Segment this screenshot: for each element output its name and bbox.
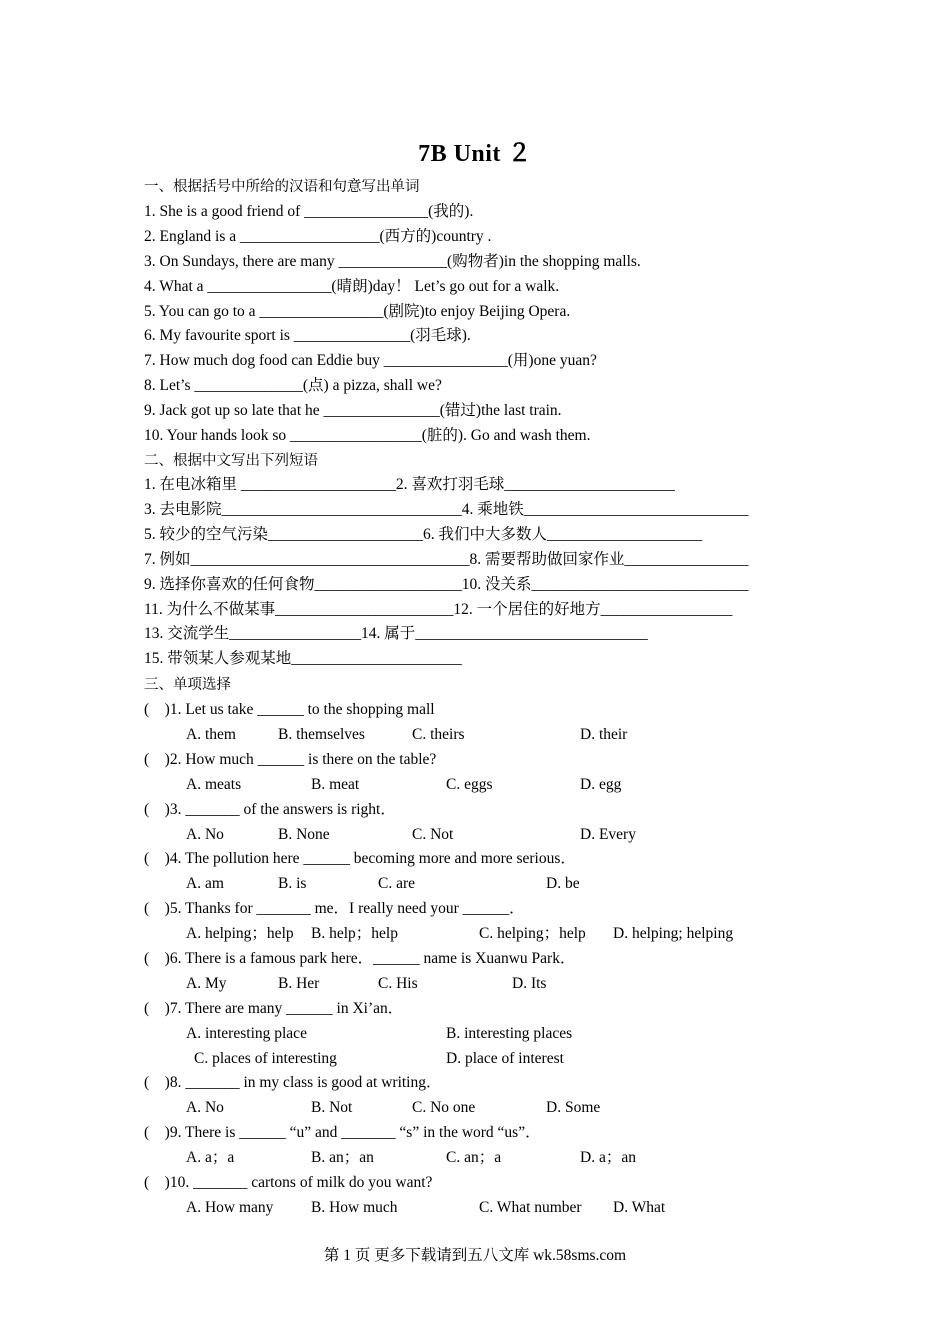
mc-option: A. am <box>186 875 224 892</box>
mc-option: A. No <box>186 1099 224 1116</box>
mc-option: A. helping；help <box>186 925 294 942</box>
mc-question-stem: ( )3. _______ of the answers is right． <box>144 801 396 818</box>
phrase-line: 15. 带领某人参观某地______________________ <box>144 650 462 667</box>
mc-option: C. eggs <box>446 776 493 793</box>
mc-option: D. egg <box>580 776 622 793</box>
mc-option: C. places of interesting <box>194 1050 337 1067</box>
mc-option: B. Her <box>278 975 320 992</box>
mc-question-stem: ( )1. Let us take ______ to the shopping mall <box>144 701 435 718</box>
page-footer: 第 1 页 更多下载请到五八文库 wk.58sms.com <box>323 1247 627 1264</box>
phrase-line: 5. 较少的空气污染____________________6. 我们中大多数人____________________ <box>144 526 703 543</box>
mc-question-stem: ( )4. The pollution here ______ becoming more and more serious． <box>144 850 576 867</box>
mc-option: B. None <box>278 826 330 843</box>
mc-question-stem: ( )9. There is ______ “u” and _______ “s” in the word “us”． <box>144 1124 541 1141</box>
mc-option: D. their <box>580 726 628 743</box>
question-line: 7. How much dog food can Eddie buy ________________(用)one yuan? <box>144 352 597 369</box>
mc-option: B. meat <box>311 776 360 793</box>
phrase-line: 13. 交流学生_________________14. 属于______________________________ <box>144 625 648 642</box>
mc-option: B. is <box>278 875 307 892</box>
mc-option: C. No one <box>412 1099 476 1116</box>
mc-option: A. meats <box>186 776 242 793</box>
mc-question-stem: ( )7. There are many ______ in Xi’an． <box>144 1000 404 1017</box>
mc-option: A. interesting place <box>186 1025 307 1042</box>
mc-option: B. an；an <box>311 1149 374 1166</box>
mc-option: A. How many <box>186 1199 274 1216</box>
phrase-line: 7. 例如____________________________________8. 需要帮助做回家作业________________ <box>144 551 749 568</box>
question-line: 3. On Sundays, there are many ______________(购物者)in the shopping malls. <box>144 253 641 270</box>
mc-option: A. a；a <box>186 1149 235 1166</box>
mc-question-stem: ( )8. _______ in my class is good at writing． <box>144 1074 442 1091</box>
mc-option: B. interesting places <box>446 1025 573 1042</box>
question-line: 5. You can go to a ________________(剧院)to enjoy Beijing Opera. <box>144 303 571 320</box>
mc-option: C. are <box>378 875 416 892</box>
question-line: 9. Jack got up so late that he _______________(错过)the last train. <box>144 402 562 419</box>
mc-option: B. help；help <box>311 925 398 942</box>
question-line: 2. England is a __________________(西方的)country . <box>144 228 492 245</box>
mc-option: A. No <box>186 826 224 843</box>
section-1-heading: 一、根据括号中所给的汉语和句意写出单词 <box>144 179 420 195</box>
mc-option: D. place of interest <box>446 1050 564 1067</box>
question-line: 1. She is a good friend of ________________(我的). <box>144 203 474 220</box>
mc-option: C. His <box>378 975 418 992</box>
mc-option: C. an；a <box>446 1149 502 1166</box>
phrase-line: 1. 在电冰箱里 ____________________2. 喜欢打羽毛球______________________ <box>144 476 675 493</box>
mc-option: C. Not <box>412 826 454 843</box>
phrase-line: 9. 选择你喜欢的任何食物___________________10. 没关系____________________________ <box>144 576 749 593</box>
page-title: 7B Unit ２ <box>418 141 532 167</box>
question-line: 8. Let’s ______________(点) a pizza, shall we? <box>144 377 442 394</box>
mc-option: C. helping；help <box>479 925 586 942</box>
mc-option: D. helping; helping <box>613 925 734 942</box>
mc-option: D. Some <box>546 1099 601 1116</box>
mc-option: A. them <box>186 726 236 743</box>
mc-question-stem: ( )2. How much ______ is there on the table? <box>144 751 437 768</box>
phrase-line: 11. 为什么不做某事_______________________12. 一个居住的好地方_________________ <box>144 601 733 618</box>
mc-option: D. What <box>613 1199 666 1216</box>
mc-option: B. How much <box>311 1199 398 1216</box>
question-line: 6. My favourite sport is _______________(羽毛球). <box>144 327 471 344</box>
mc-option: D. be <box>546 875 580 892</box>
mc-option: D. Every <box>580 826 636 843</box>
mc-question-stem: ( )6. There is a famous park here．______ name is Xuanwu Park． <box>144 950 576 967</box>
mc-question-stem: ( )5. Thanks for _______ me．I really need your ______． <box>144 900 525 917</box>
question-line: 4. What a ________________(晴朗)day！ Let’s go out for a walk. <box>144 278 560 295</box>
question-line: 10. Your hands look so _________________(脏的). Go and wash them. <box>144 427 591 444</box>
section-2-heading: 二、根据中文写出下列短语 <box>144 453 318 469</box>
mc-option: C. What number <box>479 1199 582 1216</box>
mc-option: C. theirs <box>412 726 465 743</box>
mc-option: A. My <box>186 975 227 992</box>
section-3-heading: 三、单项选择 <box>144 677 231 693</box>
mc-option: B. Not <box>311 1099 353 1116</box>
phrase-line: 3. 去电影院_______________________________4. 乘地铁_____________________________ <box>144 501 749 518</box>
mc-option: B. themselves <box>278 726 365 743</box>
mc-option: D. a；an <box>580 1149 636 1166</box>
mc-option: D. Its <box>512 975 547 992</box>
mc-question-stem: ( )10. _______ cartons of milk do you want? <box>144 1174 433 1191</box>
